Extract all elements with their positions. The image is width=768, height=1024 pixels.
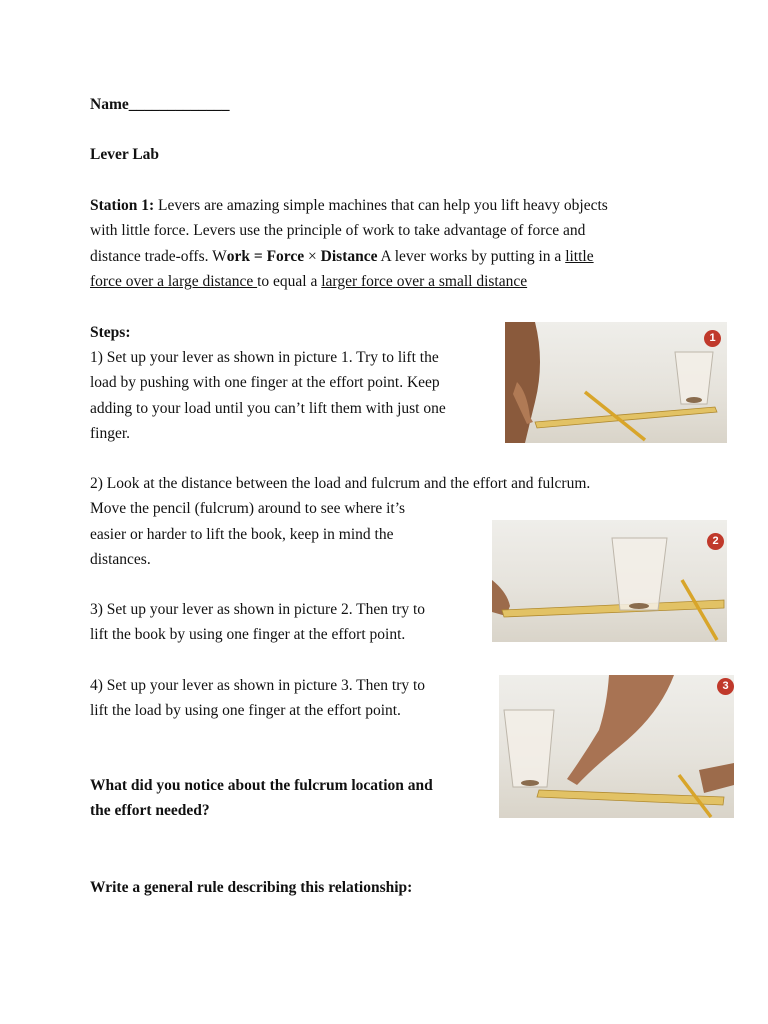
question-fulcrum: What did you notice about the fulcrum location and the effort needed? xyxy=(90,777,433,820)
question-general-rule: Write a general rule describing this relationship: xyxy=(90,879,413,896)
name-field-label: Name_____________ xyxy=(90,96,230,113)
step-1: 1) Set up your lever as shown in picture 1. Try to lift the load by pushing with one finger at the effort point. Keep adding to your load until you can’t lift them with just one finger. xyxy=(90,349,446,443)
lever-photo-3 xyxy=(499,675,734,818)
photo-3-badge: 3 xyxy=(717,678,734,695)
intro-paragraph: Station 1: Levers are amazing simple machines that can help you lift heavy objects with little force. Levers use the principle of work to take advantage of force and distance trade-offs. Work = Force × Distance A lever works by putting in a little force over a large distance to equal a larger force over a small distance xyxy=(90,197,608,291)
step-3: 3) Set up your lever as shown in picture 2. Then try to lift the book by using one finger at the effort point. xyxy=(90,601,426,644)
steps-heading: Steps: xyxy=(90,324,131,341)
step-4: 4) Set up your lever as shown in picture 3. Then try to lift the load by using one finger at the effort point. xyxy=(90,677,426,720)
lever-photo-2 xyxy=(492,520,727,642)
lever-photo-1 xyxy=(505,322,727,443)
photo-1-badge: 1 xyxy=(704,330,721,347)
step-2: 2) Look at the distance between the load and fulcrum and the effort and fulcrum. Move the pencil (fulcrum) around to see where it’s easier or harder to lift the book, keep in mind the distances. xyxy=(90,475,591,569)
station-label: Station 1: xyxy=(90,197,155,214)
photo-2-badge: 2 xyxy=(707,533,724,550)
page-title: Lever Lab xyxy=(90,146,160,163)
